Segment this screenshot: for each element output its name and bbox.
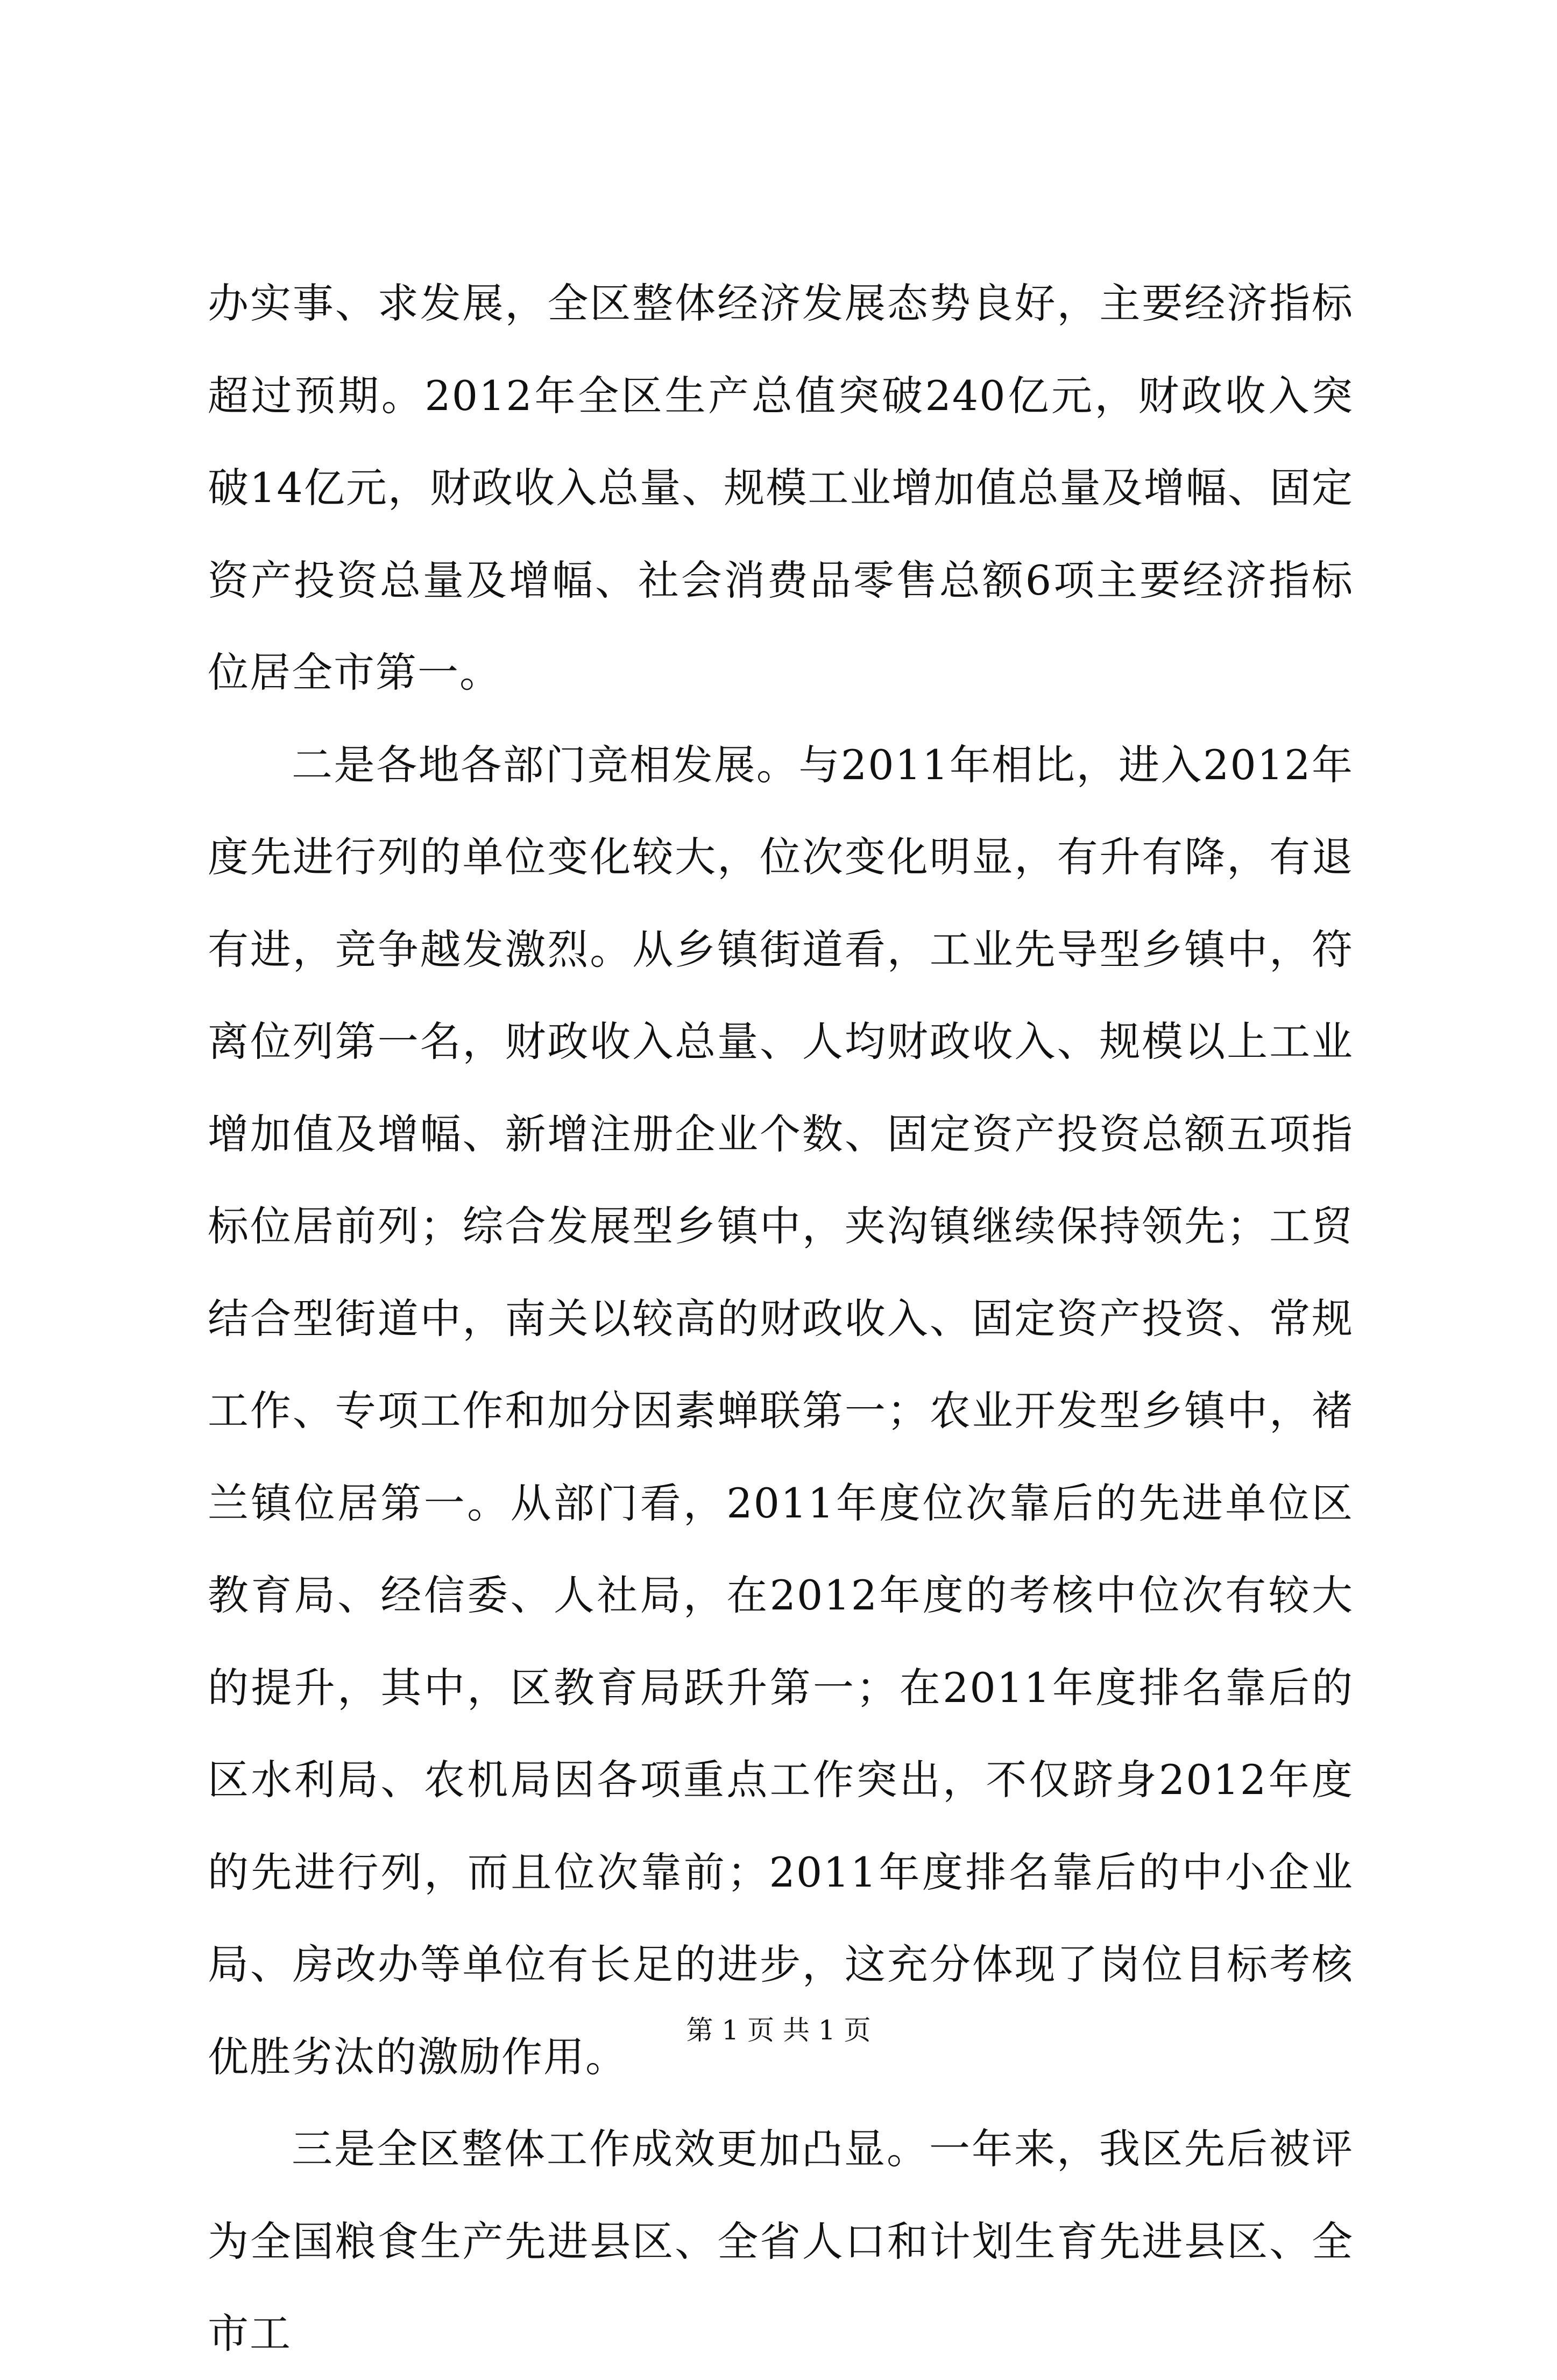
page-footer <box>0 2011 1557 2049</box>
paragraph-departments-competition: 二是各地各部门竞相发展。与2011年相比，进入2012年度先进行列的单位变化较大，位次变化明显，有升有降，有退有进，竞争越发激烈。从乡镇街道看，工业先导型乡镇中，符离位列第一名，财政收入总量、人均财政收入、规模以上工业增加值及增幅、新增注册企业个数、固定资产投资总额五项指标位居前列；综合发展型乡镇中，夹沟镇继续保持领先；工贸结合型街道中，南关以较高的财政收入、固定资产投资、常规工作、专项工作和加分因素蝉联第一；农业开发型乡镇中，褚兰镇位居第一。从部门看，2011年度位次靠后的先进单位区教育局、经信委、人社局，在2012年度的考核中位次有较大的提升，其中，区教育局跃升第一；在2011年度排名靠后的区水利局、农机局因各项重点工作突出，不仅跻身2012年度的先进行列，而且位次靠前；2011年度排名靠后的中小企业局、房改办等单位有长足的进步，这充分体现了岗位目标考核优胜劣汰的激励作用。 <box>208 740 1354 2081</box>
paragraph-overall-achievements: 三是全区整体工作成效更加凸显。一年来，我区先后被评为全国粮食生产先进县区、全省人口和计划生育先进县区、全市工 <box>208 2125 1354 2357</box>
paragraph-economic-overview: 办实事、求发展，全区整体经济发展态势良好，主要经济指标超过预期。2012年全区生产总值突破240亿元，财政收入突破14亿元，财政收入总量、规模工业增加值总量及增幅、固定资产投资总量及增幅、社会消费品零售总额6项主要经济指标位居全市第一。 <box>208 279 1354 696</box>
page-number-label: 第 1 页 共 1 页 <box>686 2015 871 2046</box>
document-body <box>208 257 1354 2380</box>
